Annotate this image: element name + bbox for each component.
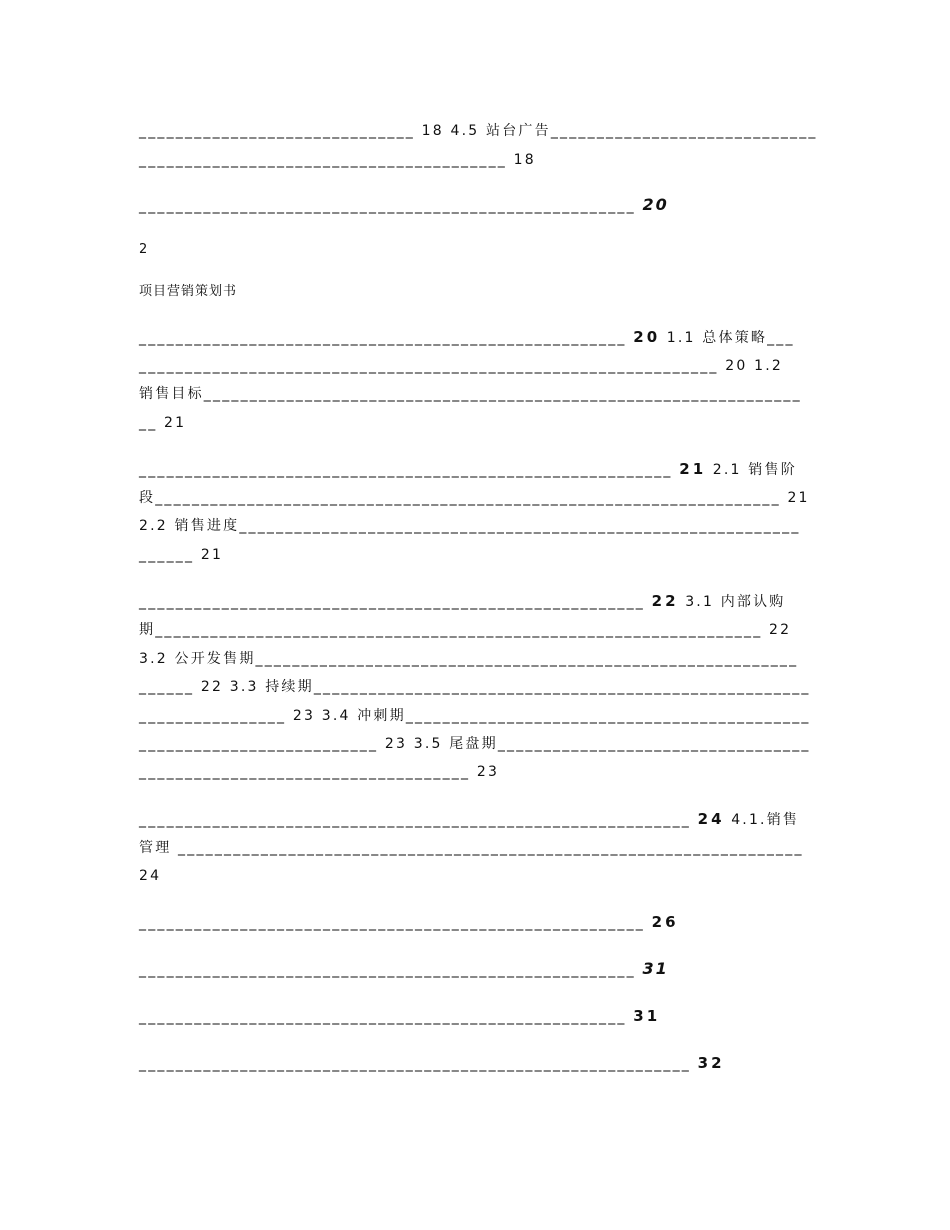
- toc-line: [139, 1053, 725, 1074]
- toc-line: [139, 912, 679, 933]
- toc-line: [139, 866, 161, 886]
- toc-line: [139, 413, 186, 433]
- toc-line: [139, 545, 223, 565]
- toc-page-number: 20: [633, 328, 661, 346]
- toc-entry-text: 1.1 总体策略___: [666, 330, 795, 346]
- toc-line: [139, 195, 669, 216]
- toc-entry-text: 段____________________________________________________________________ 21: [139, 490, 810, 506]
- toc-leader: _____________________________________________________: [139, 330, 627, 346]
- toc-page-number: 32: [697, 1054, 725, 1072]
- toc-page-number: 26: [651, 913, 679, 931]
- toc-entry-text: ______________________________ 18 4.5 站台广告_____________________________: [139, 123, 818, 139]
- toc-entry-text: __________________________ 23 3.5 尾盘期__________________________________: [139, 736, 811, 752]
- toc-line: [139, 809, 799, 830]
- toc-entry-text: ________________________________________ 18: [139, 152, 536, 168]
- toc-entry-text: ____________________________________ 23: [139, 764, 500, 780]
- toc-line: [139, 327, 795, 348]
- toc-entry-text: 4.1.销售: [731, 812, 800, 828]
- toc-leader: ____________________________________________________________: [139, 1056, 691, 1072]
- toc-leader: _____________________________________________________: [139, 1009, 627, 1025]
- toc-page-number: 31: [633, 1007, 661, 1025]
- toc-line: [139, 516, 801, 536]
- toc-entry-text: 3.2 公开发售期___________________________________________________________: [139, 651, 799, 667]
- toc-entry-text: _______________________________________________________________ 20 1.2: [139, 358, 783, 374]
- toc-leader: _______________________________________________________: [139, 915, 645, 931]
- toc-page-number: 31: [642, 959, 669, 978]
- toc-entry-text: 24: [139, 868, 162, 884]
- toc-entry-text: __ 21: [139, 415, 187, 431]
- toc-line: [139, 356, 783, 376]
- toc-page-number: 21: [679, 460, 707, 478]
- toc-leader: _______________________________________________________: [139, 594, 645, 610]
- toc-line: [139, 459, 797, 480]
- toc-line: [139, 1006, 660, 1027]
- toc-line: [139, 384, 802, 404]
- document-header: 项目营销策划书: [139, 284, 238, 299]
- toc-line: [139, 734, 811, 754]
- toc-leader: ____________________________________________________________: [139, 812, 691, 828]
- toc-page-number: 22: [651, 592, 679, 610]
- toc-line: [139, 488, 810, 508]
- toc-line: [139, 838, 804, 858]
- toc-line: [139, 620, 791, 640]
- toc-entry-text: 销售目标_________________________________________________________________: [139, 386, 802, 402]
- toc-line: [139, 762, 499, 782]
- toc-entry-text: ______ 22 3.3 持续期______________________________________________________: [139, 679, 811, 695]
- toc-page-number: 20: [642, 195, 669, 214]
- toc-entry-text: ________________ 23 3.4 冲刺期____________________________________________: [139, 708, 811, 724]
- toc-entry-text: 3.1 内部认购: [685, 594, 786, 610]
- toc-line: [139, 121, 818, 141]
- toc-page-number: 24: [697, 810, 725, 828]
- toc-entry-text: 2.2 销售进度_____________________________________________________________: [139, 518, 801, 534]
- toc-line: [139, 677, 811, 697]
- toc-entry-text: 管理 ____________________________________________________________________: [139, 840, 804, 856]
- toc-line: [139, 649, 798, 669]
- toc-entry-text: ______ 21: [139, 547, 224, 563]
- toc-leader: ______________________________________________________: [139, 198, 636, 214]
- page-number: 2: [139, 242, 149, 257]
- toc-line: [139, 706, 811, 726]
- toc-line: [139, 591, 786, 612]
- toc-line: [139, 150, 536, 170]
- toc-entry-text: 2.1 销售阶: [712, 462, 797, 478]
- toc-line: [139, 959, 669, 980]
- toc-leader: ______________________________________________________: [139, 962, 636, 978]
- toc-entry-text: 期__________________________________________________________________ 22: [139, 622, 792, 638]
- toc-leader: __________________________________________________________: [139, 462, 673, 478]
